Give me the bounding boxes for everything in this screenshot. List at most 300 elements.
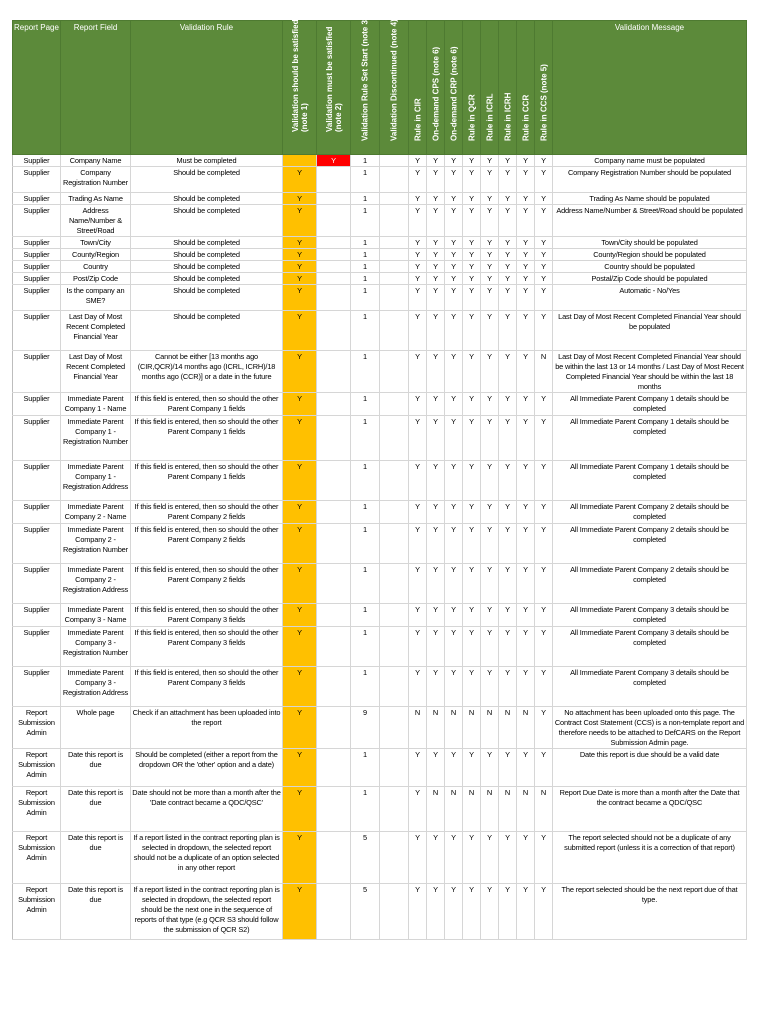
- cell-flag-cps: Y: [427, 393, 445, 416]
- cell-report-page: Supplier: [13, 524, 61, 564]
- cell-flag-cir: Y: [409, 155, 427, 167]
- cell-flag-ccr: Y: [517, 311, 535, 351]
- cell-flag-qcr: Y: [463, 749, 481, 787]
- cell-report-field: County/Region: [61, 249, 131, 261]
- cell-flag-ccr: N: [517, 707, 535, 749]
- cell-validation-message: All Immediate Parent Company 2 details should be completed: [553, 524, 747, 564]
- cell-flag-ccs: Y: [535, 273, 553, 285]
- cell-report-field: Immediate Parent Company 3 - Name: [61, 604, 131, 627]
- cell-report-page: Supplier: [13, 205, 61, 237]
- header-row: [13, 21, 747, 155]
- cell-flag-ccr: Y: [517, 155, 535, 167]
- header-rule-ccr: Rule in CCR: [517, 21, 535, 155]
- cell-flag-crp: Y: [445, 351, 463, 393]
- cell-flag-ccs: Y: [535, 749, 553, 787]
- cell-flag-cir: Y: [409, 604, 427, 627]
- cell-discontinued: [380, 461, 409, 501]
- cell-validation-message: All Immediate Parent Company 1 details should be completed: [553, 416, 747, 461]
- cell-flag-cir: Y: [409, 501, 427, 524]
- cell-flag-icrh: Y: [499, 604, 517, 627]
- cell-rule-set-start: 5: [351, 884, 380, 940]
- cell-flag-ccs: Y: [535, 564, 553, 604]
- cell-report-field: Immediate Parent Company 2 - Registration Address: [61, 564, 131, 604]
- cell-validation-message: All Immediate Parent Company 2 details should be completed: [553, 564, 747, 604]
- table-row: [13, 564, 747, 604]
- cell-flag-icrl: Y: [481, 261, 499, 273]
- cell-flag-cps: Y: [427, 249, 445, 261]
- cell-rule-set-start: 1: [351, 416, 380, 461]
- cell-flag-ccr: Y: [517, 193, 535, 205]
- cell-flag-cps: Y: [427, 261, 445, 273]
- cell-flag-icrh: N: [499, 707, 517, 749]
- cell-flag-cir: Y: [409, 205, 427, 237]
- table-row: [13, 707, 747, 749]
- cell-satisfied-must: [317, 749, 351, 787]
- cell-flag-qcr: Y: [463, 167, 481, 193]
- cell-discontinued: [380, 787, 409, 832]
- cell-flag-ccr: Y: [517, 461, 535, 501]
- cell-validation-rule: Must be completed: [131, 155, 283, 167]
- cell-report-page: Supplier: [13, 627, 61, 667]
- cell-flag-icrl: Y: [481, 884, 499, 940]
- cell-flag-cps: Y: [427, 627, 445, 667]
- cell-flag-qcr: Y: [463, 261, 481, 273]
- cell-flag-ccs: Y: [535, 155, 553, 167]
- cell-flag-crp: Y: [445, 749, 463, 787]
- cell-rule-set-start: 1: [351, 273, 380, 285]
- cell-rule-set-start: 1: [351, 351, 380, 393]
- cell-validation-rule: Cannot be either [13 months ago (CIR,QCR)/14 months ago (ICRL, ICRH)/18 months ago (CCR)] or a date in the future: [131, 351, 283, 393]
- cell-satisfied-must: [317, 604, 351, 627]
- cell-validation-message: Last Day of Most Recent Completed Financial Year should be within the last 13 or 14 months / Last Day of Most Recent Completed Financial Year should be within the last 18 months: [553, 351, 747, 393]
- cell-flag-icrh: N: [499, 787, 517, 832]
- cell-report-page: Supplier: [13, 604, 61, 627]
- cell-discontinued: [380, 393, 409, 416]
- cell-discontinued: [380, 832, 409, 884]
- cell-flag-ccs: Y: [535, 167, 553, 193]
- cell-flag-ccs: Y: [535, 261, 553, 273]
- cell-flag-ccr: Y: [517, 564, 535, 604]
- cell-flag-icrl: Y: [481, 249, 499, 261]
- cell-validation-rule: Should be completed: [131, 285, 283, 311]
- cell-flag-ccr: Y: [517, 604, 535, 627]
- cell-report-page: Supplier: [13, 261, 61, 273]
- cell-discontinued: [380, 501, 409, 524]
- cell-satisfied-must: Y: [317, 155, 351, 167]
- cell-flag-icrh: Y: [499, 261, 517, 273]
- cell-validation-message: No attachment has been uploaded onto this page. The Contract Cost Statement (CCS) is a non-template report and therefore needs to be attached to DefCARS on the Report Submission Admin page.: [553, 707, 747, 749]
- cell-flag-cps: Y: [427, 193, 445, 205]
- cell-flag-qcr: N: [463, 707, 481, 749]
- cell-flag-crp: Y: [445, 249, 463, 261]
- cell-flag-ccs: Y: [535, 311, 553, 351]
- cell-satisfied-must: [317, 707, 351, 749]
- cell-flag-ccs: Y: [535, 524, 553, 564]
- cell-flag-cps: Y: [427, 564, 445, 604]
- cell-rule-set-start: 1: [351, 237, 380, 249]
- cell-satisfied-should: Y: [283, 501, 317, 524]
- cell-discontinued: [380, 749, 409, 787]
- cell-flag-qcr: Y: [463, 193, 481, 205]
- cell-flag-qcr: Y: [463, 564, 481, 604]
- cell-satisfied-should: Y: [283, 285, 317, 311]
- cell-flag-ccs: Y: [535, 205, 553, 237]
- cell-flag-icrh: Y: [499, 749, 517, 787]
- cell-flag-icrl: Y: [481, 167, 499, 193]
- cell-discontinued: [380, 155, 409, 167]
- cell-flag-cir: Y: [409, 285, 427, 311]
- cell-report-field: Country: [61, 261, 131, 273]
- cell-flag-crp: Y: [445, 261, 463, 273]
- cell-flag-ccr: Y: [517, 351, 535, 393]
- cell-report-page: Supplier: [13, 501, 61, 524]
- cell-validation-rule: Should be completed: [131, 311, 283, 351]
- cell-satisfied-should: Y: [283, 273, 317, 285]
- cell-report-field: Immediate Parent Company 2 - Registration Number: [61, 524, 131, 564]
- cell-flag-cps: N: [427, 787, 445, 832]
- cell-flag-icrh: Y: [499, 393, 517, 416]
- cell-satisfied-must: [317, 501, 351, 524]
- cell-flag-ccr: Y: [517, 273, 535, 285]
- header-on-demand-cps: On-demand CPS (note 6): [427, 21, 445, 155]
- cell-satisfied-should: Y: [283, 311, 317, 351]
- cell-report-field: Immediate Parent Company 3 - Registration Number: [61, 627, 131, 667]
- cell-satisfied-must: [317, 311, 351, 351]
- cell-flag-qcr: Y: [463, 351, 481, 393]
- cell-rule-set-start: 1: [351, 393, 380, 416]
- cell-flag-icrh: Y: [499, 461, 517, 501]
- cell-flag-ccr: Y: [517, 261, 535, 273]
- cell-validation-message: The report selected should not be a duplicate of any submitted report (unless it is a correction of that report): [553, 832, 747, 884]
- cell-validation-message: Trading As Name should be populated: [553, 193, 747, 205]
- cell-validation-rule: If this field is entered, then so should the other Parent Company 3 fields: [131, 627, 283, 667]
- cell-flag-icrl: Y: [481, 461, 499, 501]
- cell-satisfied-must: [317, 273, 351, 285]
- table-row: [13, 787, 747, 832]
- cell-validation-message: All Immediate Parent Company 3 details should be completed: [553, 667, 747, 707]
- cell-satisfied-must: [317, 205, 351, 237]
- cell-report-field: Company Registration Number: [61, 167, 131, 193]
- cell-report-page: Report Submission Admin: [13, 707, 61, 749]
- cell-report-field: Whole page: [61, 707, 131, 749]
- cell-flag-qcr: Y: [463, 416, 481, 461]
- cell-flag-cps: Y: [427, 237, 445, 249]
- cell-flag-ccs: Y: [535, 461, 553, 501]
- cell-validation-rule: If a report listed in the contract reporting plan is selected in dropdown, the selected report should be the next one in the sequence of reports of that type (e.g QCR S3 should follow the submission of QCR S2): [131, 884, 283, 940]
- cell-discontinued: [380, 564, 409, 604]
- cell-flag-cps: Y: [427, 285, 445, 311]
- cell-report-field: Date this report is due: [61, 749, 131, 787]
- cell-flag-crp: Y: [445, 193, 463, 205]
- cell-satisfied-must: [317, 193, 351, 205]
- cell-satisfied-should: Y: [283, 261, 317, 273]
- cell-report-page: Supplier: [13, 249, 61, 261]
- header-rule-qcr: Rule in QCR: [463, 21, 481, 155]
- table-row: [13, 285, 747, 311]
- cell-validation-message: Company name must be populated: [553, 155, 747, 167]
- cell-flag-ccr: Y: [517, 393, 535, 416]
- cell-flag-icrl: N: [481, 787, 499, 832]
- cell-validation-message: Postal/Zip Code should be populated: [553, 273, 747, 285]
- cell-report-field: Last Day of Most Recent Completed Financial Year: [61, 351, 131, 393]
- cell-report-page: Supplier: [13, 564, 61, 604]
- cell-report-field: Last Day of Most Recent Completed Financial Year: [61, 311, 131, 351]
- table-row: [13, 261, 747, 273]
- cell-discontinued: [380, 604, 409, 627]
- cell-flag-ccs: N: [535, 787, 553, 832]
- cell-discontinued: [380, 627, 409, 667]
- cell-flag-icrl: Y: [481, 604, 499, 627]
- header-validation-message: Validation Message: [553, 21, 747, 155]
- cell-rule-set-start: 1: [351, 564, 380, 604]
- table-row: [13, 237, 747, 249]
- cell-validation-message: All Immediate Parent Company 2 details should be completed: [553, 501, 747, 524]
- cell-validation-message: All Immediate Parent Company 3 details should be completed: [553, 604, 747, 627]
- cell-flag-ccr: Y: [517, 167, 535, 193]
- cell-satisfied-should: Y: [283, 604, 317, 627]
- cell-discontinued: [380, 249, 409, 261]
- cell-validation-rule: Should be completed: [131, 249, 283, 261]
- cell-report-field: Trading As Name: [61, 193, 131, 205]
- cell-flag-ccr: Y: [517, 667, 535, 707]
- cell-report-page: Report Submission Admin: [13, 749, 61, 787]
- cell-flag-icrh: Y: [499, 564, 517, 604]
- table-row: [13, 524, 747, 564]
- cell-flag-crp: Y: [445, 311, 463, 351]
- cell-flag-ccr: N: [517, 787, 535, 832]
- cell-flag-cir: Y: [409, 193, 427, 205]
- cell-flag-cir: Y: [409, 393, 427, 416]
- cell-flag-icrl: Y: [481, 564, 499, 604]
- cell-satisfied-should: Y: [283, 205, 317, 237]
- cell-flag-cir: Y: [409, 237, 427, 249]
- cell-validation-message: Country should be populated: [553, 261, 747, 273]
- cell-flag-crp: N: [445, 787, 463, 832]
- cell-flag-cps: Y: [427, 167, 445, 193]
- cell-rule-set-start: 1: [351, 667, 380, 707]
- cell-validation-rule: Should be completed: [131, 261, 283, 273]
- cell-flag-qcr: Y: [463, 627, 481, 667]
- cell-report-page: Supplier: [13, 237, 61, 249]
- cell-validation-rule: If this field is entered, then so should the other Parent Company 2 fields: [131, 564, 283, 604]
- cell-flag-crp: Y: [445, 285, 463, 311]
- cell-flag-ccs: Y: [535, 249, 553, 261]
- cell-report-page: Supplier: [13, 155, 61, 167]
- cell-validation-rule: If a report listed in the contract reporting plan is selected in dropdown, the selected report should not be a duplicate of an option selected in any other report: [131, 832, 283, 884]
- cell-flag-icrh: Y: [499, 351, 517, 393]
- cell-flag-qcr: Y: [463, 501, 481, 524]
- cell-satisfied-should: Y: [283, 416, 317, 461]
- cell-flag-icrl: N: [481, 707, 499, 749]
- cell-report-page: Supplier: [13, 461, 61, 501]
- cell-report-field: Date this report is due: [61, 832, 131, 884]
- cell-flag-cps: Y: [427, 461, 445, 501]
- cell-flag-crp: Y: [445, 832, 463, 884]
- cell-flag-crp: Y: [445, 884, 463, 940]
- cell-flag-ccs: Y: [535, 832, 553, 884]
- cell-discontinued: [380, 237, 409, 249]
- cell-flag-qcr: Y: [463, 524, 481, 564]
- cell-discontinued: [380, 167, 409, 193]
- cell-satisfied-must: [317, 627, 351, 667]
- validation-rules-sheet: [12, 17, 747, 940]
- cell-flag-ccr: Y: [517, 627, 535, 667]
- cell-flag-ccs: Y: [535, 285, 553, 311]
- cell-satisfied-should: Y: [283, 564, 317, 604]
- cell-flag-qcr: N: [463, 787, 481, 832]
- header-rule-icrl: Rule in ICRL: [481, 21, 499, 155]
- cell-flag-ccs: Y: [535, 501, 553, 524]
- cell-discontinued: [380, 351, 409, 393]
- cell-flag-ccr: Y: [517, 416, 535, 461]
- cell-flag-crp: Y: [445, 604, 463, 627]
- cell-flag-icrl: Y: [481, 501, 499, 524]
- cell-flag-ccr: Y: [517, 524, 535, 564]
- cell-flag-icrl: Y: [481, 351, 499, 393]
- cell-discontinued: [380, 416, 409, 461]
- cell-validation-rule: If this field is entered, then so should the other Parent Company 3 fields: [131, 667, 283, 707]
- cell-flag-crp: Y: [445, 627, 463, 667]
- cell-flag-ccr: Y: [517, 501, 535, 524]
- cell-discontinued: [380, 261, 409, 273]
- cell-validation-message: Company Registration Number should be populated: [553, 167, 747, 193]
- cell-flag-cps: Y: [427, 205, 445, 237]
- cell-rule-set-start: 1: [351, 261, 380, 273]
- cell-report-page: Report Submission Admin: [13, 787, 61, 832]
- cell-discontinued: [380, 205, 409, 237]
- cell-satisfied-should: [283, 155, 317, 167]
- cell-flag-crp: Y: [445, 155, 463, 167]
- cell-flag-cps: Y: [427, 273, 445, 285]
- cell-flag-icrl: Y: [481, 524, 499, 564]
- cell-rule-set-start: 5: [351, 832, 380, 884]
- cell-validation-message: Last Day of Most Recent Completed Financial Year should be populated: [553, 311, 747, 351]
- cell-report-field: Date this report is due: [61, 884, 131, 940]
- cell-validation-rule: Date should not be more than a month after the 'Date contract became a QDC/QSC': [131, 787, 283, 832]
- cell-discontinued: [380, 273, 409, 285]
- cell-flag-icrh: Y: [499, 193, 517, 205]
- cell-rule-set-start: 9: [351, 707, 380, 749]
- table-row: [13, 749, 747, 787]
- cell-report-field: Immediate Parent Company 1 - Registration Number: [61, 416, 131, 461]
- cell-flag-cir: Y: [409, 261, 427, 273]
- cell-flag-ccs: Y: [535, 193, 553, 205]
- cell-flag-icrl: Y: [481, 832, 499, 884]
- cell-report-page: Supplier: [13, 285, 61, 311]
- cell-flag-cps: N: [427, 707, 445, 749]
- cell-flag-icrl: Y: [481, 285, 499, 311]
- cell-satisfied-should: Y: [283, 707, 317, 749]
- cell-satisfied-must: [317, 884, 351, 940]
- cell-report-field: Company Name: [61, 155, 131, 167]
- cell-flag-icrh: Y: [499, 167, 517, 193]
- cell-satisfied-must: [317, 261, 351, 273]
- cell-flag-qcr: Y: [463, 393, 481, 416]
- cell-flag-cir: Y: [409, 416, 427, 461]
- cell-report-field: Immediate Parent Company 1 - Registration Address: [61, 461, 131, 501]
- cell-discontinued: [380, 285, 409, 311]
- cell-flag-crp: Y: [445, 205, 463, 237]
- cell-report-page: Report Submission Admin: [13, 884, 61, 940]
- table-row: [13, 249, 747, 261]
- table-row: [13, 393, 747, 416]
- cell-flag-ccr: Y: [517, 749, 535, 787]
- header-validation-rule: Validation Rule: [131, 21, 283, 155]
- cell-satisfied-should: Y: [283, 393, 317, 416]
- table-row: [13, 667, 747, 707]
- cell-validation-rule: Should be completed: [131, 237, 283, 249]
- cell-validation-rule: If this field is entered, then so should the other Parent Company 1 fields: [131, 393, 283, 416]
- cell-flag-icrh: Y: [499, 237, 517, 249]
- cell-rule-set-start: 1: [351, 285, 380, 311]
- cell-flag-qcr: Y: [463, 604, 481, 627]
- header-rule-ccs: Rule in CCS (note 5): [535, 21, 553, 155]
- header-discontinued: Validation Discontinued (note 4): [380, 21, 409, 155]
- table-row: [13, 604, 747, 627]
- cell-flag-cir: Y: [409, 787, 427, 832]
- header-report-field: Report Field: [61, 21, 131, 155]
- cell-flag-cir: Y: [409, 249, 427, 261]
- cell-flag-crp: Y: [445, 393, 463, 416]
- cell-report-page: Supplier: [13, 393, 61, 416]
- cell-flag-crp: Y: [445, 461, 463, 501]
- cell-flag-icrl: Y: [481, 237, 499, 249]
- cell-validation-rule: Should be completed (either a report from the dropdown OR the 'other' option and a date): [131, 749, 283, 787]
- cell-validation-rule: If this field is entered, then so should the other Parent Company 3 fields: [131, 604, 283, 627]
- cell-validation-message: County/Region should be populated: [553, 249, 747, 261]
- cell-discontinued: [380, 524, 409, 564]
- cell-flag-cir: Y: [409, 832, 427, 884]
- cell-flag-ccs: Y: [535, 393, 553, 416]
- cell-validation-message: Address Name/Number & Street/Road should be populated: [553, 205, 747, 237]
- cell-flag-cir: Y: [409, 273, 427, 285]
- cell-satisfied-must: [317, 461, 351, 501]
- cell-satisfied-must: [317, 564, 351, 604]
- table-row: [13, 832, 747, 884]
- cell-satisfied-should: Y: [283, 167, 317, 193]
- cell-flag-cir: Y: [409, 749, 427, 787]
- cell-flag-ccs: Y: [535, 416, 553, 461]
- cell-flag-ccr: Y: [517, 249, 535, 261]
- header-satisfied-must: Validation must be satisfied (note 2): [317, 21, 351, 155]
- cell-satisfied-must: [317, 249, 351, 261]
- cell-flag-cir: Y: [409, 524, 427, 564]
- table-row: [13, 351, 747, 393]
- cell-flag-ccs: Y: [535, 604, 553, 627]
- cell-satisfied-should: Y: [283, 667, 317, 707]
- cell-report-field: Address Name/Number & Street/Road: [61, 205, 131, 237]
- cell-satisfied-should: Y: [283, 787, 317, 832]
- cell-flag-qcr: Y: [463, 205, 481, 237]
- validation-rules-table: [12, 17, 747, 940]
- cell-discontinued: [380, 707, 409, 749]
- table-row: [13, 884, 747, 940]
- cell-flag-qcr: Y: [463, 311, 481, 351]
- cell-flag-icrl: Y: [481, 205, 499, 237]
- cell-rule-set-start: 1: [351, 787, 380, 832]
- cell-flag-qcr: Y: [463, 249, 481, 261]
- cell-flag-qcr: Y: [463, 155, 481, 167]
- cell-validation-message: Date this report is due should be a valid date: [553, 749, 747, 787]
- cell-flag-icrh: Y: [499, 249, 517, 261]
- cell-rule-set-start: 1: [351, 627, 380, 667]
- cell-flag-icrh: Y: [499, 832, 517, 884]
- cell-flag-icrh: Y: [499, 667, 517, 707]
- cell-flag-icrh: Y: [499, 155, 517, 167]
- cell-flag-icrl: Y: [481, 393, 499, 416]
- cell-report-page: Supplier: [13, 273, 61, 285]
- header-rule-icrh: Rule in ICRH: [499, 21, 517, 155]
